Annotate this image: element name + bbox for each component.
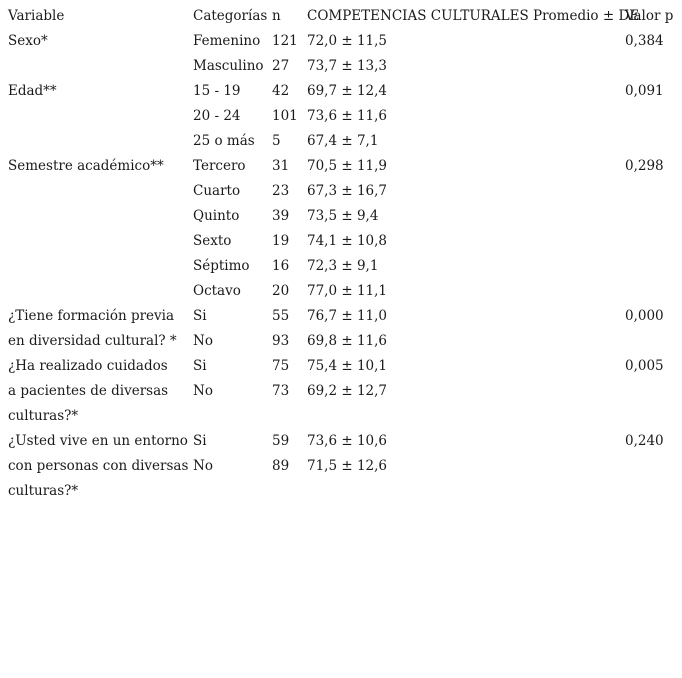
cell-variable: en diversidad cultural? *: [8, 333, 177, 349]
cell-mean: 73,6 ± 11,6: [307, 108, 388, 124]
cell-mean: 67,4 ± 7,1: [307, 133, 379, 149]
cell-p-value: 0,091: [625, 83, 664, 99]
cell-mean: 73,5 ± 9,4: [307, 208, 379, 224]
cell-n: 101: [272, 108, 298, 124]
table-row: [0, 304, 682, 329]
table-row: [0, 329, 682, 354]
cell-category: Séptimo: [193, 258, 250, 274]
cell-variable: a pacientes de diversas: [8, 383, 169, 399]
cell-mean: 69,7 ± 12,4: [307, 83, 388, 99]
cell-n: 121: [272, 33, 298, 49]
cell-category: No: [193, 458, 213, 474]
table-row: [0, 179, 682, 204]
cell-mean: 73,7 ± 13,3: [307, 58, 388, 74]
cell-category: 15 - 19: [193, 83, 241, 99]
table-row: [0, 79, 682, 104]
table-row: [0, 129, 682, 154]
cell-n: 75: [272, 358, 290, 374]
table-row: [0, 279, 682, 304]
table-row: [0, 379, 682, 404]
cell-n: 5: [272, 133, 281, 149]
cell-mean: 77,0 ± 11,1: [307, 283, 388, 299]
cell-variable: con personas con diversas: [8, 458, 189, 474]
cell-mean: 71,5 ± 12,6: [307, 458, 388, 474]
cell-n: 73: [272, 383, 290, 399]
header-competencies: COMPETENCIAS CULTURALES Promedio ± DE: [307, 8, 640, 24]
cell-p-value: 0,384: [625, 33, 664, 49]
cell-category: No: [193, 333, 213, 349]
cell-variable: Semestre académico**: [8, 158, 164, 174]
cell-mean: 76,7 ± 11,0: [307, 308, 388, 324]
cell-mean: 70,5 ± 11,9: [307, 158, 388, 174]
table-row: [0, 454, 682, 479]
cell-category: Masculino: [193, 58, 264, 74]
table-row: [0, 54, 682, 79]
cell-mean: 72,3 ± 9,1: [307, 258, 379, 274]
cell-n: 42: [272, 83, 290, 99]
header-p-value: Valor p: [625, 8, 674, 24]
header-category: Categorías: [193, 8, 268, 24]
cell-variable: Edad**: [8, 83, 57, 99]
cell-n: 55: [272, 308, 290, 324]
cell-n: 93: [272, 333, 290, 349]
cell-category: Octavo: [193, 283, 241, 299]
table-row: [0, 204, 682, 229]
table-row: [0, 429, 682, 454]
cell-variable: Sexo*: [8, 33, 48, 49]
table-row: [0, 29, 682, 54]
cell-n: 16: [272, 258, 290, 274]
cell-p-value: 0,005: [625, 358, 664, 374]
cell-category: Si: [193, 308, 207, 324]
cell-category: Quinto: [193, 208, 240, 224]
cell-category: Si: [193, 433, 207, 449]
cell-mean: 75,4 ± 10,1: [307, 358, 388, 374]
cell-category: Si: [193, 358, 207, 374]
cell-n: 39: [272, 208, 290, 224]
cell-p-value: 0,000: [625, 308, 664, 324]
cell-variable: ¿Ha realizado cuidados: [8, 358, 168, 374]
cell-mean: 73,6 ± 10,6: [307, 433, 388, 449]
header-variable: Variable: [8, 8, 65, 24]
results-table: [0, 4, 682, 504]
table-row: [0, 254, 682, 279]
table-body: [0, 29, 682, 504]
cell-category: 20 - 24: [193, 108, 241, 124]
cell-variable: culturas?*: [8, 483, 79, 499]
cell-n: 59: [272, 433, 290, 449]
cell-variable: ¿Tiene formación previa: [8, 308, 175, 324]
cell-n: 19: [272, 233, 290, 249]
header-row: [0, 4, 682, 29]
cell-p-value: 0,298: [625, 158, 664, 174]
cell-mean: 69,2 ± 12,7: [307, 383, 388, 399]
table-row: [0, 104, 682, 129]
cell-mean: 74,1 ± 10,8: [307, 233, 388, 249]
cell-mean: 72,0 ± 11,5: [307, 33, 388, 49]
cell-n: 27: [272, 58, 290, 74]
cell-category: No: [193, 383, 213, 399]
cell-n: 89: [272, 458, 290, 474]
cell-category: 25 o más: [193, 133, 255, 149]
cell-mean: 69,8 ± 11,6: [307, 333, 388, 349]
table-row: [0, 404, 682, 429]
cell-variable: ¿Usted vive en un entorno: [8, 433, 188, 449]
table-row: [0, 154, 682, 179]
cell-category: Sexto: [193, 233, 232, 249]
table-row: [0, 229, 682, 254]
cell-n: 20: [272, 283, 290, 299]
cell-mean: 67,3 ± 16,7: [307, 183, 388, 199]
cell-variable: culturas?*: [8, 408, 79, 424]
cell-n: 31: [272, 158, 290, 174]
table-row: [0, 479, 682, 504]
cell-category: Cuarto: [193, 183, 241, 199]
cell-n: 23: [272, 183, 290, 199]
cell-p-value: 0,240: [625, 433, 664, 449]
header-n: n: [272, 8, 281, 24]
cell-category: Femenino: [193, 33, 261, 49]
table-row: [0, 354, 682, 379]
cell-category: Tercero: [193, 158, 246, 174]
